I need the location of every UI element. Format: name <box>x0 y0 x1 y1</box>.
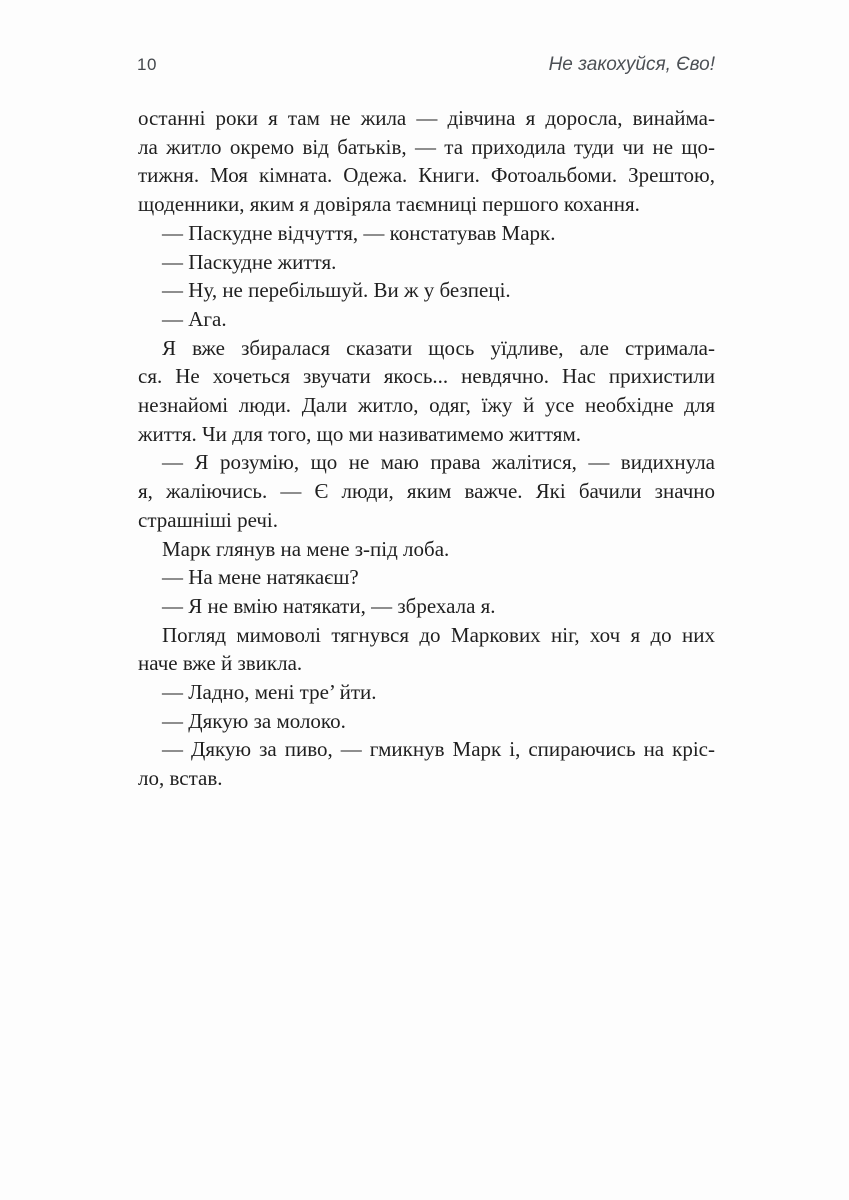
text-line: незнайомі люди. Дали житло, одяг, їжу й усе необхідне для <box>138 393 715 418</box>
text-line: — Дякую за молоко. <box>162 708 346 733</box>
text-line: ло, встав. <box>138 766 223 791</box>
text-line: щоденники, яким я довіряла таємниці першого кохання. <box>138 192 640 217</box>
text-line: ла житло окремо від батьків, — та приходила туди чи не що- <box>138 134 715 159</box>
text-line: останні роки я там не жила — дівчина я доросла, винайма- <box>138 106 715 130</box>
text-line: — Ладно, мені тре’ йти. <box>162 680 377 705</box>
text-line: — Я розумію, що не маю права жалітися, — видихнула <box>162 450 715 475</box>
paragraph <box>138 448 715 534</box>
text-line: наче вже й звикла. <box>138 651 303 676</box>
text-line: — Паскудне життя. <box>162 249 337 274</box>
paragraph <box>138 678 715 707</box>
page-header <box>137 54 715 76</box>
text-line: я, жаліючись. — Є люди, яким важче. Які бачили значно <box>138 479 715 504</box>
running-title: Не закохуйся, Єво! <box>548 54 715 75</box>
text-line: тижня. Моя кімната. Одежа. Книги. Фотоальбоми. Зрештою, <box>138 163 715 188</box>
paragraph <box>138 707 715 736</box>
paragraph <box>138 621 715 678</box>
paragraph <box>138 334 715 449</box>
text-line: — Ну, не перебільшуй. Ви ж у безпеці. <box>162 278 511 303</box>
text-line: Я вже збиралася сказати щось уїдливе, але стримала- <box>162 335 715 360</box>
paragraph <box>138 104 715 219</box>
page-number: 10 <box>137 55 157 74</box>
paragraph <box>138 563 715 592</box>
paragraph <box>138 735 715 792</box>
paragraph <box>138 248 715 277</box>
text-line: — Дякую за пиво, — гмикнув Марк і, спираючись на кріс- <box>162 737 715 762</box>
text-line: життя. Чи для того, що ми називатимемо життям. <box>138 421 581 446</box>
text-line: — Паскудне відчуття, — констатував Марк. <box>162 220 556 245</box>
text-line: — Ага. <box>162 306 227 331</box>
paragraph <box>138 535 715 564</box>
text-block <box>138 104 715 793</box>
text-line: Погляд мимоволі тягнувся до Маркових ніг, хоч я до них <box>162 622 715 647</box>
text-line: — Я не вмію натякати, — збрехала я. <box>162 593 496 618</box>
paragraph <box>138 592 715 621</box>
text-line: ся. Не хочеться звучати якось... невдячно. Нас прихистили <box>138 364 715 389</box>
text-line: страшніші речі. <box>138 507 279 532</box>
paragraph <box>138 276 715 305</box>
paragraph <box>138 219 715 248</box>
paragraph <box>138 305 715 334</box>
text-line: Марк глянув на мене з-під лоба. <box>162 536 450 561</box>
text-line: — На мене натякаєш? <box>162 565 359 590</box>
